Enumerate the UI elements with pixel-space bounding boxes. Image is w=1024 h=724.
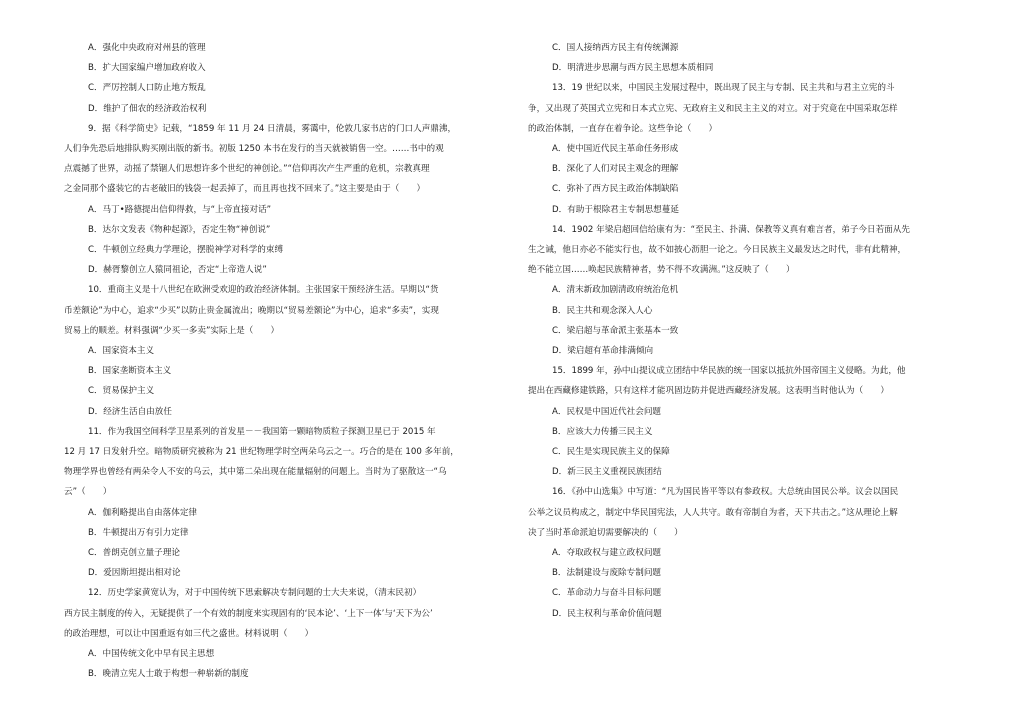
answer-option: B．应该大力传播三民主义 xyxy=(552,426,653,437)
question-block xyxy=(64,119,464,281)
answer-option: B．牛顿提出万有引力定律 xyxy=(88,527,189,538)
question-stem-line: 生之诫，他日亦必不能实行也，故不如披心沥胆一论之。今日民族主义最发达之时代，非有此精神， xyxy=(528,245,907,256)
question-block xyxy=(64,280,464,421)
answer-option: D．新三民主义重视民族团结 xyxy=(552,467,662,478)
question-stem-line: 15．1899 年，孙中山提议成立团结中华民族的统一国家以抵抗外国帝国主义侵略。为此，他 xyxy=(552,366,906,377)
question-block xyxy=(64,38,464,119)
question-stem-line: 公举之议员构成之，制定中华民国宪法，人人共守。敢有帝制自为者，天下共击之。”这从理论上解 xyxy=(528,507,898,518)
question-stem-line: 12．历史学家黄宽认为，对于中国传统下思索解决专制问题的士大夫来说，（清末民初） xyxy=(88,588,422,599)
question-stem-line: 绝不能立国……唤起民族精神者，势不得不攻满洲。”这反映了（ ） xyxy=(528,265,795,276)
question-stem-line: 16．《孙中山选集》中写道：“凡为国民皆平等以有参政权。大总统由国民公举。议会以国民 xyxy=(552,487,899,498)
question-stem-line: 币差额论”为中心，追求“少买”以防止贵金属流出；晚期以“贸易差额论”为中心，追求“多卖”，实现 xyxy=(64,305,439,316)
question-stem-line: 14．1902 年梁启超回信给康有为：“至民主、扑满、保教等义真有难言者，弟子今日若面从先 xyxy=(552,224,910,235)
question-stem-line: 物理学界也曾经有两朵令人不安的乌云，其中第二朵出现在能量辐射的问题上。当时为了驱散这一“乌 xyxy=(64,467,447,478)
question-block xyxy=(64,583,464,684)
right-column xyxy=(528,38,928,624)
question-stem-line: 12 月 17 日发射升空。暗物质研究被称为 21 世纪物理学时空两朵乌云之一。巧合的是在 100 多年前， xyxy=(64,447,459,458)
answer-option: D．赫胥黎创立人猿同祖论，否定“上帝造人说” xyxy=(88,265,267,276)
answer-option: A．使中国近代民主革命任务形成 xyxy=(552,144,679,155)
answer-option: B．扩大国家编户增加政府收入 xyxy=(88,63,206,74)
answer-option: B．深化了人们对民主观念的理解 xyxy=(552,164,679,175)
answer-option: B．法制建设与废除专制问题 xyxy=(552,568,662,579)
question-stem-line: 之金同那个盛装它的古老破旧的钱袋一起丢掉了，而且再也找不回来了。”这主要是由于（ ） xyxy=(64,184,426,195)
answer-option: D．经济生活自由放任 xyxy=(88,406,172,417)
answer-option: C．革命动力与奋斗目标问题 xyxy=(552,588,662,599)
answer-option: A．马丁•路德提出信仰得救，与“上帝直接对话” xyxy=(88,204,272,215)
question-stem-line: 决了当时革命派迫切需要解决的（ ） xyxy=(528,527,683,538)
answer-option: B．国家垄断资本主义 xyxy=(88,366,172,377)
answer-option: B．民主共和观念深入人心 xyxy=(552,305,653,316)
question-stem-line: 争，又出现了英国式立宪和日本式立宪、无政府主义和民主主义的对立。对于究竟在中国采取怎样 xyxy=(528,103,898,114)
question-block xyxy=(64,422,464,584)
answer-option: C．国人接纳西方民主有传统渊源 xyxy=(552,43,679,53)
question-stem-line: 点震撼了世界，动摇了禁锢人们思想许多个世纪的神创论。”“信仰再次产生严重的危机，宗教真理 xyxy=(64,164,430,175)
question-block xyxy=(528,361,928,482)
question-stem-line: 的政治体制，一直存在着争论。这些争论（ ） xyxy=(528,123,718,134)
answer-option: D．梁启超有革命排满倾向 xyxy=(552,346,654,357)
question-stem-line: 的政治理想，可以让中国重返有如三代之盛世。材料说明（ ） xyxy=(64,628,314,639)
question-block xyxy=(528,482,928,623)
answer-option: A．清末新政加剧清政府统治危机 xyxy=(552,285,679,296)
answer-option: D．爱因斯坦提出相对论 xyxy=(88,568,181,579)
answer-option: C．贸易保护主义 xyxy=(88,386,155,397)
question-stem-line: 提出在西藏修建铁路，只有这样才能巩固边防并促进西藏经济发展。这表明当时他认为（ ） xyxy=(528,386,889,397)
answer-option: C．严厉控制人口防止地方叛乱 xyxy=(88,83,206,94)
question-stem-line: 云”（ ） xyxy=(64,487,112,498)
question-stem-line: 10．重商主义是十八世纪在欧洲受欢迎的政治经济体制。主张国家干预经济生活。早期以“货 xyxy=(88,285,439,296)
answer-option: C．普朗克创立量子理论 xyxy=(88,548,180,559)
answer-option: A．强化中央政府对州县的管理 xyxy=(88,43,206,53)
answer-option: D．民主权利与革命价值问题 xyxy=(552,608,662,619)
answer-option: B．晚清立宪人士敢于构想一种崭新的制度 xyxy=(88,669,249,680)
question-stem-line: 11．作为我国空间科学卫星系列的首发星－－我国第一颗暗物质粒子探测卫星已于 2015 年 xyxy=(88,426,436,437)
question-block xyxy=(528,38,928,78)
answer-option: A．夺取政权与建立政权问题 xyxy=(552,548,662,559)
answer-option: A．中国传统文化中早有民主思想 xyxy=(88,649,215,660)
question-stem-line: 9．据《科学简史》记载，“1859 年 11 月 24 日清晨，雾霭中，伦敦几家书店的门口人声鼎沸， xyxy=(88,123,457,134)
answer-option: C．弥补了西方民主政治体制缺陷 xyxy=(552,184,679,195)
left-column xyxy=(64,38,464,685)
answer-option: A．伽利略提出自由落体定律 xyxy=(88,507,198,518)
question-stem-line: 贸易上的顺差。材料强调“少买一多卖”实际上是（ ） xyxy=(64,325,280,336)
question-stem-line: 西方民主制度的传入，无疑提供了一个有效的制度来实现固有的‘民本论’、‘上下一体’与‘天下为公’ xyxy=(64,608,433,619)
answer-option: C．民生是实现民族主义的保障 xyxy=(552,447,670,458)
answer-option: D．明清进步思潮与西方民主思想本质相同 xyxy=(552,63,714,74)
answer-option: B．达尔文发表《物种起源》，否定生物“神创说” xyxy=(88,224,271,235)
answer-option: D．有助于根除君主专制思想蔓延 xyxy=(552,204,679,215)
answer-option: D．维护了佃农的经济政治权利 xyxy=(88,103,207,114)
answer-option: A．民权是中国近代社会问题 xyxy=(552,406,662,417)
question-stem-line: 人们争先恐后地排队购买刚出版的新书。初版 1250 本书在发行的当天就被销售一空。……书中的观 xyxy=(64,144,444,155)
answer-option: C．梁启超与革命派主张基本一致 xyxy=(552,325,679,336)
answer-option: C．牛顿创立经典力学理论，摆脱神学对科学的束缚 xyxy=(88,245,284,256)
question-block xyxy=(528,78,928,219)
answer-option: A．国家资本主义 xyxy=(88,346,155,357)
question-stem-line: 13．19 世纪以来，中国民主发展过程中，既出现了民主与专制、民主共和与君主立宪的斗 xyxy=(552,83,895,94)
question-block xyxy=(528,220,928,361)
